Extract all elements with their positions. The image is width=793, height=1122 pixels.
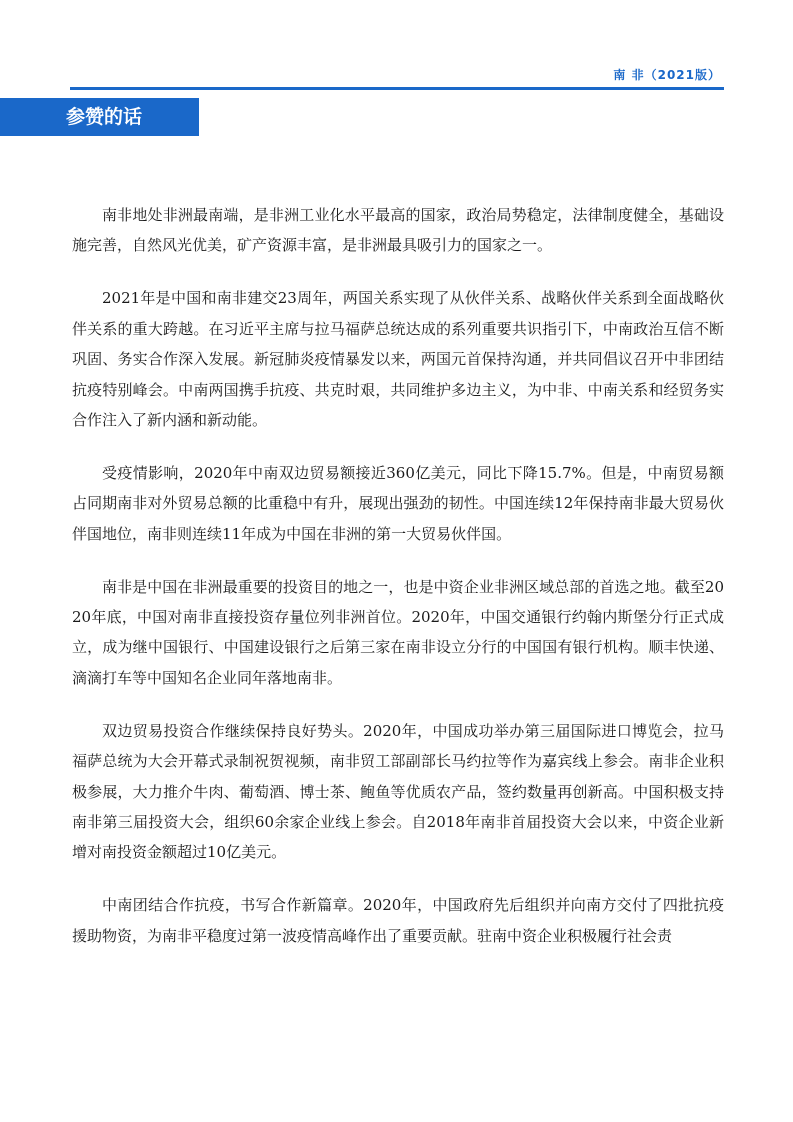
- running-header-title: 南 非（2021版）: [613, 68, 721, 82]
- paragraph: 双边贸易投资合作继续保持良好势头。2020年，中国成功举办第三届国际进口博览会，拉马福萨总统为大会开幕式录制祝贺视频，南非贸工部副部长马约拉等作为嘉宾线上参会。南非企业积极参展，大力推介牛肉、葡萄酒、博士茶、鲍鱼等优质农产品，签约数量再创新高。中国积极支持南非第三届投资大会，组织60余家企业线上参会。自2018年南非首届投资大会以来，中资企业新增对南投资金额超过10亿美元。: [72, 721, 724, 862]
- section-title-banner: 参赞的话: [0, 98, 199, 136]
- body-text: [72, 200, 724, 974]
- paragraph: 南非地处非洲最南端，是非洲工业化水平最高的国家，政治局势稳定，法律制度健全，基础设施完善，自然风光优美，矿产资源丰富，是非洲最具吸引力的国家之一。: [72, 206, 724, 255]
- header-rule: [70, 87, 724, 90]
- paragraph: 南非是中国在非洲最重要的投资目的地之一，也是中资企业非洲区域总部的首选之地。截至2020年底，中国对南非直接投资存量位列非洲首位。2020年，中国交通银行约翰内斯堡分行正式成立，成为继中国银行、中国建设银行之后第三家在南非设立分行的中国国有银行机构。顺丰快递、滴滴打车等中国知名企业同年落地南非。: [72, 577, 724, 687]
- paragraph: 2021年是中国和南非建交23周年，两国关系实现了从伙伴关系、战略伙伴关系到全面战略伙伴关系的重大跨越。在习近平主席与拉马福萨总统达成的系列重要共识指引下，中南政治互信不断巩固、务实合作深入发展。新冠肺炎疫情暴发以来，两国元首保持沟通，并共同倡议召开中非团结抗疫特别峰会。中南两国携手抗疫、共克时艰，共同维护多边主义，为中非、中南关系和经贸务实合作注入了新内涵和新动能。: [72, 289, 724, 429]
- paragraph: 受疫情影响，2020年中南双边贸易额接近360亿美元，同比下降15.7%。但是，中南贸易额占同期南非对外贸易总额的比重稳中有升，展现出强劲的韧性。中国连续12年保持南非最大贸易伙伴国地位，南非则连续11年成为中国在非洲的第一大贸易伙伴国。: [72, 463, 724, 543]
- paragraph: 中南团结合作抗疫，书写合作新篇章。2020年，中国政府先后组织并向南方交付了四批抗疫援助物资，为南非平稳度过第一波疫情高峰作出了重要贡献。驻南中资企业积极履行社会责: [72, 896, 724, 945]
